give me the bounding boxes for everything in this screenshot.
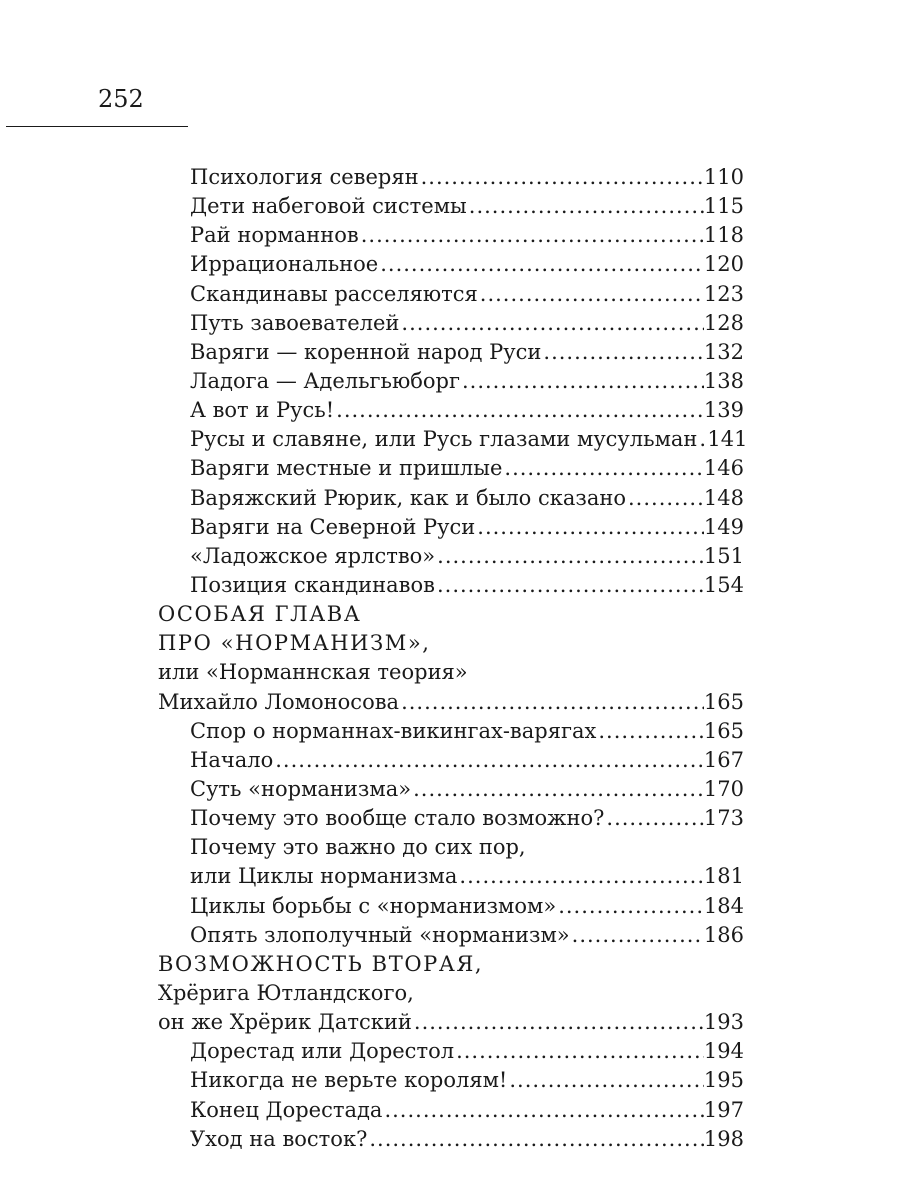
toc-entry-page: 151 [703, 543, 744, 568]
toc-entry-page: 141 [707, 427, 748, 452]
toc-entry-page: 123 [703, 281, 744, 306]
toc-entry-title: Путь завоевателей [190, 310, 400, 335]
toc-entry-page: 154 [703, 572, 744, 597]
toc-entry-title: Русы и славяне, или Русь глазами мусульман [190, 427, 698, 452]
toc-entry-title: Почему это важно до сих пор, [190, 835, 526, 860]
toc-dot-leader [399, 309, 703, 338]
toc-entry [158, 309, 744, 338]
toc-entry-title: Почему это вообще стало возможно? [190, 806, 605, 831]
toc-entry [158, 221, 744, 250]
toc-entry-title: Конец Дорестада [190, 1097, 383, 1122]
toc-entry-title: Психология северян [190, 165, 419, 189]
toc-entry-page: 118 [703, 223, 744, 248]
toc-entry-page: 194 [703, 1039, 744, 1064]
toc-entry-page: 186 [703, 922, 744, 947]
toc-dot-leader [378, 250, 704, 279]
toc-dot-leader [507, 1066, 704, 1095]
toc-entry [158, 454, 744, 483]
toc-entry [158, 950, 744, 979]
toc-dot-leader [399, 688, 704, 717]
toc-entry-page: 148 [703, 485, 744, 510]
toc-entry-page: 184 [703, 893, 744, 918]
toc-entry [158, 833, 744, 862]
toc-entry-page: 167 [703, 747, 744, 772]
toc-entry [158, 775, 744, 804]
toc-entry [158, 571, 744, 600]
toc-entry [158, 367, 744, 396]
toc-entry-page: 165 [703, 718, 744, 743]
toc-dot-leader [435, 542, 704, 571]
toc-dot-leader [382, 1096, 703, 1125]
toc-entry-title: А вот и Русь! [190, 398, 335, 423]
toc-dot-leader [460, 367, 704, 396]
toc-dot-leader [626, 484, 704, 513]
toc-entry [158, 658, 744, 687]
toc-dot-leader [502, 454, 704, 483]
page-number: 252 [98, 85, 144, 113]
toc-entry-title: Варяги — коренной народ Руси [190, 339, 542, 364]
toc-entry-title: Ладога — Адельгьюборг [190, 368, 460, 393]
toc-entry [158, 921, 744, 950]
toc-entry-title: Хрёрига Ютландского, [158, 980, 414, 1005]
toc-entry [158, 892, 744, 921]
toc-entry [158, 1008, 744, 1037]
toc-entry-title: Спор о норманнах-викингах-варягах [190, 718, 597, 743]
toc-entry [158, 746, 744, 775]
toc-entry-page: 181 [703, 864, 744, 889]
toc-entry [158, 1125, 744, 1154]
toc-entry-page: 139 [703, 398, 744, 423]
toc-entry-title: Варяги местные и пришлые [190, 456, 503, 481]
toc-entry [158, 717, 744, 746]
toc-entry-page: 165 [703, 689, 744, 714]
toc-entry-page: 138 [703, 368, 744, 393]
toc-entry-title: Никогда не верьте королям! [190, 1068, 508, 1093]
toc-entry-title: Циклы борьбы с «норманизмом» [190, 893, 557, 918]
toc-entry [158, 513, 744, 542]
toc-entry [158, 1066, 744, 1095]
toc-entry-title: Михайло Ломоносова [158, 689, 400, 714]
toc-dot-leader [412, 1008, 704, 1037]
toc-dot-leader [596, 717, 704, 746]
toc-dot-leader [454, 1037, 704, 1066]
toc-entry [158, 979, 744, 1008]
toc-entry-title: Скандинавы расселяются [190, 281, 478, 306]
toc-dot-leader [457, 862, 703, 891]
toc-entry [158, 629, 744, 658]
toc-entry [158, 250, 744, 279]
toc-entry-title: Позиция скандинавов [190, 572, 435, 597]
toc-dot-leader [570, 921, 704, 950]
toc-entry-page: 110 [703, 165, 744, 189]
toc-entry-page: 198 [703, 1126, 744, 1151]
toc-entry-title: Варяги на Северной Руси [190, 514, 476, 539]
toc-entry-title: Уход на восток? [190, 1126, 368, 1151]
toc-dot-leader [359, 221, 704, 250]
toc-entry-title: Рай норманнов [190, 223, 359, 248]
toc-entry [158, 862, 744, 891]
toc-entry [158, 1096, 744, 1125]
toc-entry [158, 484, 744, 513]
toc-entry [158, 163, 744, 192]
toc-entry-title: ВОЗМОЖНОСТЬ ВТОРАЯ, [158, 951, 484, 976]
toc-entry-title: ОСОБАЯ ГЛАВА [158, 602, 362, 627]
toc-dot-leader [697, 425, 707, 454]
toc-dot-leader [334, 396, 704, 425]
toc-dot-leader [419, 163, 704, 192]
toc-dot-leader [435, 571, 704, 600]
toc-entry-title: «Ладожское ярлство» [190, 543, 436, 568]
toc-dot-leader [604, 804, 704, 833]
table-of-contents [158, 163, 748, 1154]
toc-entry-page: 193 [703, 1010, 744, 1035]
toc-entry-page: 173 [703, 806, 744, 831]
toc-dot-leader [475, 513, 704, 542]
toc-entry [158, 688, 744, 717]
toc-entry-title: Дети набеговой системы [190, 194, 467, 219]
toc-entry [158, 600, 744, 629]
toc-entry-title: или «Норманнская теория» [158, 660, 468, 685]
toc-dot-leader [467, 192, 704, 221]
toc-entry-title: Начало [190, 747, 274, 772]
toc-entry [158, 1037, 744, 1066]
toc-entry-title: Варяжский Рюрик, как и было сказано [190, 485, 626, 510]
toc-dot-leader [478, 280, 704, 309]
toc-entry-page: 128 [703, 310, 744, 335]
toc-dot-leader [367, 1125, 704, 1154]
toc-entry-title: Иррациональное [190, 252, 379, 277]
toc-entry-title: Суть «норманизма» [190, 776, 412, 801]
toc-entry-page: 197 [703, 1097, 744, 1122]
toc-entry-title: он же Хрёрик Датский [158, 1010, 412, 1035]
toc-dot-leader [411, 775, 704, 804]
toc-entry-page: 132 [703, 339, 744, 364]
toc-dot-leader [541, 338, 704, 367]
toc-entry-page: 146 [703, 456, 744, 481]
toc-entry [158, 542, 744, 571]
toc-entry [158, 425, 748, 454]
toc-entry-page: 120 [703, 252, 744, 277]
header-rule [6, 126, 188, 127]
toc-entry [158, 280, 744, 309]
toc-entry-page: 115 [703, 194, 744, 219]
toc-entry [158, 338, 744, 367]
toc-entry-page: 149 [703, 514, 744, 539]
toc-entry-title: или Циклы норманизма [190, 864, 458, 889]
toc-entry-page: 195 [703, 1068, 744, 1093]
toc-entry-title: ПРО «НОРМАНИЗМ», [158, 631, 431, 656]
toc-entry [158, 396, 744, 425]
toc-entry-title: Дорестад или Дорестол [190, 1039, 455, 1064]
toc-dot-leader [273, 746, 704, 775]
toc-entry-title: Опять злополучный «норманизм» [190, 922, 570, 947]
toc-entry [158, 804, 744, 833]
toc-dot-leader [556, 892, 704, 921]
toc-entry [158, 192, 744, 221]
toc-entry-page: 170 [703, 776, 744, 801]
